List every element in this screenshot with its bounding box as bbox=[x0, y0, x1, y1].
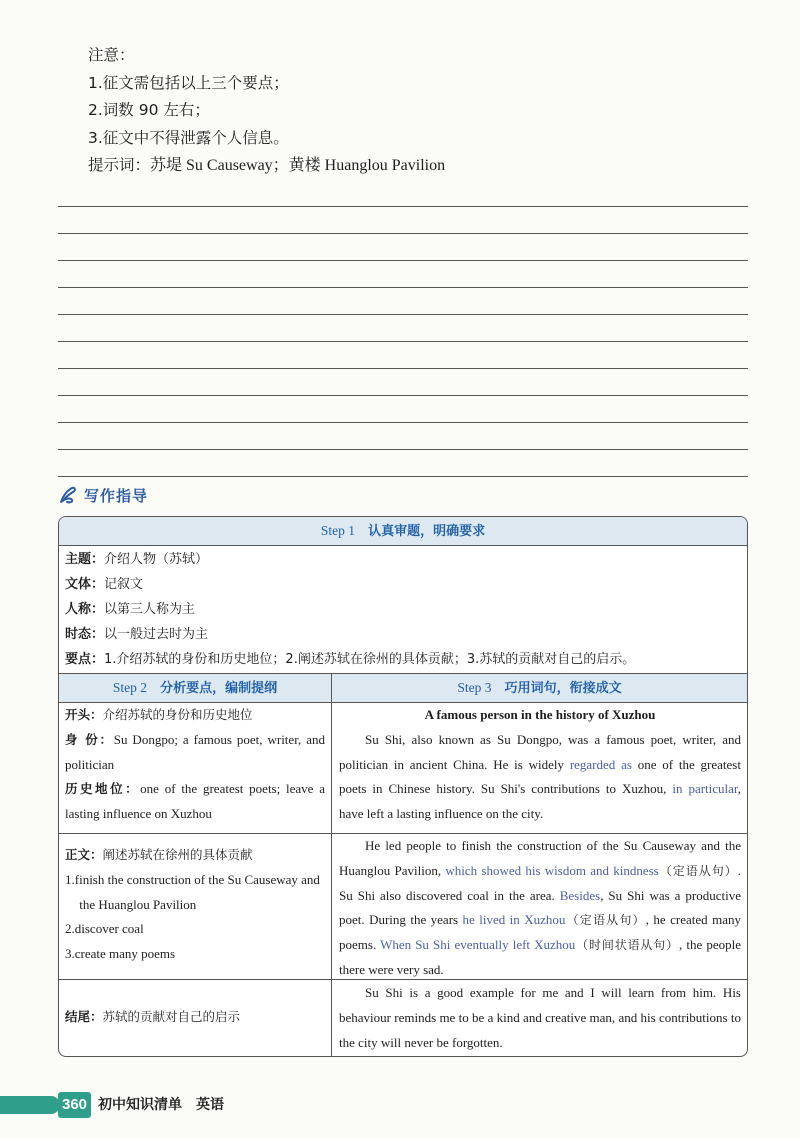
writing-lines bbox=[58, 206, 748, 503]
guide-table bbox=[58, 516, 748, 1057]
notes-item-3: 3.征文中不得泄露个人信息。 bbox=[88, 128, 289, 147]
essay-para-2: He led people to finish the construction of the Su Causeway and the Huanglou Pavilion, which showed his wisdom and kindness（定语从句）. Su Shi also discovered coal in the area. Besides, Su Shi was a productive poet. During the years he lived in Xuzhou（定语从句）, he created many poems. When Su Shi eventually left Xuzhou（时间状语从句）, the people there were very sad. bbox=[339, 838, 742, 977]
step1-content bbox=[65, 547, 635, 672]
step3-title: 巧用词句，衔接成文 bbox=[504, 681, 622, 696]
pen-icon bbox=[58, 484, 80, 506]
book-title: 初中知识清单 英语 bbox=[98, 1097, 224, 1113]
writing-line bbox=[58, 206, 748, 233]
step3-label: Step 3 bbox=[457, 680, 492, 695]
step1-row-person: 人称：以第三人称为主 bbox=[65, 602, 196, 617]
step1-header bbox=[59, 517, 747, 546]
step1-row-tense: 时态：以一般过去时为主 bbox=[65, 627, 209, 642]
notes-heading: 注意： bbox=[88, 46, 135, 64]
essay-para-1: A famous person in the history of Xuzhou Su Shi, also known as Su Dongpo, was a famous poet, writer, and politician in ancient China. He is widely regarded as one of the greatest poets in Chinese history. Su Shi's contributions to Xuzhou, in particular, have left a lasting influence on the city. bbox=[339, 703, 741, 827]
step1-title: 认真审题，明确要求 bbox=[368, 524, 486, 539]
writing-guide-title: 写作指导 bbox=[84, 486, 149, 505]
step2-label: Step 2 bbox=[112, 680, 148, 695]
outline-opening: 开头：介绍苏轼的身份和历史地位 身 份：Su Dongpo; a famous poet, writer, and politician 历史地位：one of the greatest poets; leave a lasting influence on Xuzhou bbox=[65, 707, 325, 822]
step1-row-theme: 主题：介绍人物（苏轼） bbox=[65, 552, 209, 567]
hint-text: 苏堤 Su Causeway；黄楼 Huanglou Pavilion bbox=[150, 157, 446, 174]
writing-line bbox=[58, 422, 748, 449]
outline-ending: 结尾：苏轼的贡献对自己的启示 bbox=[65, 1009, 241, 1024]
page-footer bbox=[0, 1092, 224, 1118]
hint-label: 提示词： bbox=[88, 156, 151, 174]
outline-body-item: 2.discover coal bbox=[65, 921, 144, 937]
notes-item-2: 2.词数 90 左右； bbox=[88, 101, 210, 119]
step2-title: 分析要点，编制提纲 bbox=[160, 681, 278, 696]
notes-section bbox=[88, 42, 445, 180]
writing-line bbox=[58, 287, 748, 314]
column-divider bbox=[331, 673, 332, 1056]
writing-line bbox=[58, 449, 748, 476]
notes-item-1: 1.征文需包括以上三个要点； bbox=[88, 73, 289, 92]
outline-body: 正文：阐述苏轼在徐州的具体贡献 1.finish the construction of the Su Causeway and the Huanglou Pavilion 2.discover coal 3.create many poems bbox=[65, 843, 325, 967]
notes-hint bbox=[88, 152, 445, 180]
writing-guide-header bbox=[58, 484, 148, 506]
essay-title: A famous person in the history of Xuzhou bbox=[424, 707, 656, 722]
step1-label: Step 1 bbox=[320, 523, 356, 538]
step3-header bbox=[332, 674, 747, 703]
step1-row-points: 要点：1.介绍苏轼的身份和历史地位；2.阐述苏轼在徐州的具体贡献；3.苏轼的贡献对自己的启示。 bbox=[65, 652, 636, 667]
writing-line bbox=[58, 476, 748, 503]
writing-line bbox=[58, 395, 748, 422]
step2-header bbox=[59, 674, 331, 703]
writing-line bbox=[58, 233, 748, 260]
writing-line bbox=[58, 260, 748, 287]
outline-body-item: 1.finish the construction of the Su Causeway and the Huanglou Pavilion bbox=[65, 871, 320, 912]
outline-body-item: 3.create many poems bbox=[65, 946, 176, 962]
writing-line bbox=[58, 341, 748, 368]
essay-para-3: Su Shi is a good example for me and I will learn from him. His behaviour reminds me to be a kind and creative man, and his contributions to the city will never be forgotten. bbox=[339, 985, 741, 1050]
page-number: 360 bbox=[58, 1092, 91, 1118]
writing-line bbox=[58, 314, 748, 341]
footer-bar bbox=[0, 1096, 60, 1114]
writing-line bbox=[58, 368, 748, 395]
step1-row-genre: 文体：记叙文 bbox=[65, 577, 144, 592]
